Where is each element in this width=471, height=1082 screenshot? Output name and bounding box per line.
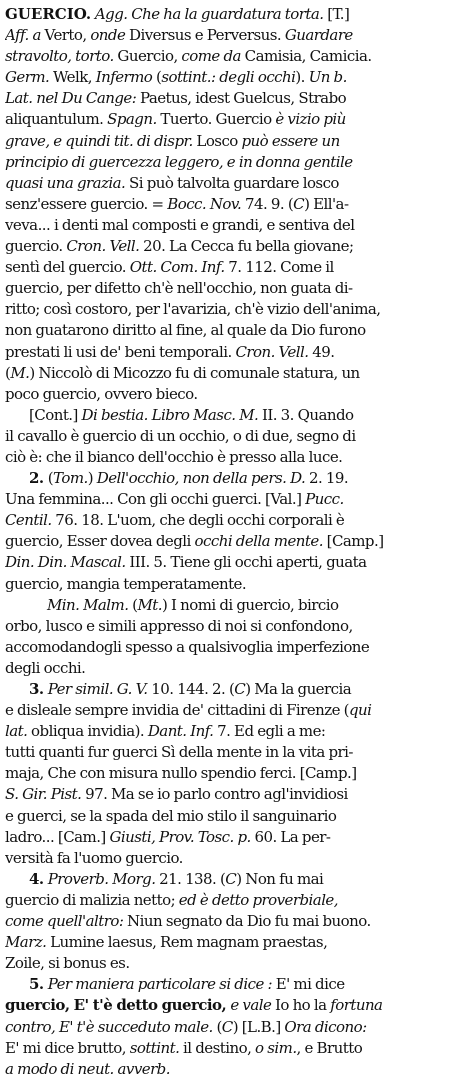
text-run: e disleale sempre invidia de' cittadini di Firenze ( — [5, 701, 349, 720]
text-line — [5, 109, 465, 130]
text-run: occhi della mente. — [194, 532, 323, 551]
text-run: principio di guercezza leggero, e in donna gentile — [5, 152, 353, 171]
text-run: stravolto, torto. — [5, 47, 114, 66]
text-run: Spagn. — [107, 110, 157, 129]
text-run: Che ha la guardatura torta. — [131, 5, 324, 23]
text-run: Dell'occhio, non della pers. D. — [96, 469, 306, 488]
text-run: Cron. Vell. — [66, 237, 140, 256]
text-run: Min. Malm. — [47, 595, 129, 614]
text-line — [5, 953, 465, 974]
text-run: sottint. — [129, 1038, 180, 1057]
text-run: ritto; così costoro, per l'avarizia, ch'è vizio dell'anima, — [5, 300, 381, 319]
text-run: ) Ma la guercia — [245, 680, 352, 698]
text-line — [5, 742, 465, 763]
text-run: Centil. — [5, 511, 52, 530]
text-line — [5, 510, 465, 531]
text-line — [5, 299, 465, 320]
text-run: guercio, mangia temperatamente. — [5, 574, 247, 593]
entry-section-6 — [5, 974, 465, 1079]
text-run: 4. — [29, 869, 48, 888]
text-run: ) — [87, 469, 97, 488]
text-run: Verto, — [40, 26, 91, 45]
text-line — [5, 4, 465, 25]
text-run: ciò è: che il bianco dell'occhio è presso alla luce. — [5, 447, 343, 466]
text-run: 60. La per- — [250, 827, 331, 846]
text-run: 74. 9. ( — [241, 194, 294, 213]
text-run: e vale — [230, 996, 272, 1015]
text-run: prestati li usi de' beni temporali. — [5, 342, 236, 361]
text-run: Din. Din. Mascal. — [5, 553, 126, 572]
text-line — [5, 194, 465, 215]
text-run: Guardare — [284, 26, 353, 45]
headword: GUERCIO. — [5, 5, 92, 23]
entry-section-1 — [5, 405, 465, 468]
text-run: Germ. — [5, 68, 50, 87]
text-run: ) I nomi di guercio, bircio — [162, 595, 339, 614]
text-run: quasi una grazia. — [5, 173, 126, 192]
text-line — [5, 974, 465, 995]
text-run: Per simil. G. V. — [47, 680, 148, 698]
text-run: grave, e quindi tit. di dispr. — [5, 131, 193, 150]
text-run: Si può talvolta guardare losco — [125, 173, 339, 192]
text-run: Losco — [192, 131, 242, 150]
text-run: veva... i denti mal composti e grandi, e sentiva del — [5, 215, 355, 234]
text-run: Diversus e Perversus. — [125, 26, 285, 45]
text-line — [5, 658, 465, 679]
text-run: 5. — [29, 975, 48, 994]
text-run: guercio, E' t'è detto guercio, — [5, 996, 231, 1015]
text-run: C — [225, 869, 237, 888]
text-run: Infermo — [95, 68, 153, 87]
text-run: lat. — [5, 722, 28, 741]
text-line — [5, 320, 465, 341]
text-run: e guerci, se la spada del mio stilo il sanguinario — [5, 806, 337, 825]
text-line — [5, 616, 465, 637]
text-run: , e Brutto — [296, 1038, 363, 1057]
text-run: E' mi dice — [272, 975, 345, 994]
text-line — [5, 721, 465, 742]
text-run: ( — [152, 68, 162, 87]
text-run: maja, Che con misura nullo spendio ferci. [Camp.] — [5, 764, 357, 783]
text-line — [5, 342, 465, 363]
entry-section-3 — [5, 595, 465, 679]
text-run: tutti quanti fur guerci Sì della mente in la vita pri- — [5, 743, 353, 762]
text-line — [5, 763, 465, 784]
text-run: ) Ell'a- — [304, 194, 349, 213]
text-run: 3. — [29, 680, 48, 698]
text-line — [5, 827, 465, 848]
text-line — [5, 468, 465, 489]
text-line — [5, 46, 465, 67]
text-run: come da — [181, 47, 241, 66]
text-run: accomodandogli spesso a qualsivoglia imperfezione — [5, 637, 370, 656]
text-run: 76. 18. L'uom, che degli occhi corporali è — [51, 511, 345, 530]
text-run: orbo, lusco e simili appresso di noi si confondono, — [5, 616, 353, 635]
text-line — [5, 637, 465, 658]
text-run: ) [L.B.] — [232, 1017, 285, 1036]
text-run: S. Gir. Pist. — [5, 785, 82, 804]
text-run: guercio. — [5, 237, 67, 256]
text-run: 7. 112. Come il — [224, 258, 334, 277]
text-line — [5, 278, 465, 299]
text-run: Welk, — [49, 68, 96, 87]
entry-sections — [5, 405, 465, 1080]
text-run: M. — [10, 363, 30, 382]
text-run: sottint.: degli occhi — [161, 68, 296, 87]
text-run: Pucc. — [305, 490, 344, 509]
text-run: III. 5. Tiene gli occhi aperti, guata — [125, 553, 367, 572]
text-run: qui — [348, 701, 372, 720]
text-run: ed è detto proverbiale, — [178, 890, 338, 909]
text-run: Tuerto. Guercio — [156, 110, 276, 129]
text-run: 21. 138. ( — [155, 869, 226, 888]
text-run: Agg. — [94, 5, 128, 23]
text-line — [5, 995, 465, 1016]
text-run: E' mi dice brutto, — [5, 1038, 130, 1057]
text-run: come quell'altro: — [5, 912, 124, 931]
text-run: 7. Ed egli a me: — [213, 722, 326, 741]
text-run: guercio di malizia netto; — [5, 890, 179, 909]
text-run: aliquantulum. — [5, 110, 108, 129]
text-line — [5, 88, 465, 109]
text-line — [5, 215, 465, 236]
text-line — [5, 531, 465, 552]
text-line — [5, 552, 465, 573]
text-run: sentì del guercio. — [5, 258, 130, 277]
text-run: guercio, per difetto ch'è nell'occhio, non guata di- — [5, 279, 353, 298]
text-run: senz'essere guercio. = — [5, 194, 168, 213]
text-line — [5, 784, 465, 805]
text-line — [5, 447, 465, 468]
text-run: versità fa l'uomo guercio. — [5, 848, 183, 867]
text-run: guercio, Esser dovea degli — [5, 532, 195, 551]
text-line — [5, 384, 465, 405]
text-run: Di bestia. Libro Masc. M. — [81, 405, 259, 424]
text-run: ( — [212, 1017, 222, 1036]
text-run: Lumine laesus, Rem magnam praestas, — [46, 933, 328, 952]
text-run: Io ho la — [271, 996, 331, 1015]
text-run: Proverb. Morg. — [47, 869, 156, 888]
text-run: poco guercio, ovvero bieco. — [5, 384, 198, 403]
text-line — [5, 848, 465, 869]
text-line — [5, 25, 465, 46]
text-run: ). — [295, 68, 309, 87]
text-run: Per maniera particolare si dice : — [47, 975, 272, 994]
text-line — [5, 67, 465, 88]
text-run: Niun segnato da Dio fu mai buono. — [123, 912, 371, 931]
text-run: 49. — [308, 342, 335, 361]
text-line — [5, 131, 465, 152]
text-run: C — [293, 194, 305, 213]
text-run: il destino, — [179, 1038, 256, 1057]
text-run: ) Niccolò di Micozzo fu di comunale statura, un — [29, 363, 360, 382]
text-line — [5, 257, 465, 278]
text-line — [5, 405, 465, 426]
text-run: Dant. Inf. — [147, 722, 214, 741]
text-run: C — [221, 1017, 233, 1036]
text-line — [5, 1038, 465, 1059]
text-run: Giusti, Prov. Tosc. p. — [109, 827, 251, 846]
text-line — [5, 173, 465, 194]
text-run: 97. Ma se io parlo contro agl'invidiosi — [81, 785, 348, 804]
text-run: Aff. — [5, 26, 29, 45]
text-line — [5, 1017, 465, 1038]
text-line — [5, 806, 465, 827]
text-run: [Cont.] — [29, 405, 82, 424]
text-run: fortuna — [330, 996, 383, 1015]
text-run: [Camp.] — [322, 532, 384, 551]
text-run: 2. 19. — [305, 469, 349, 488]
text-run: a modo di neut. avverb. — [5, 1059, 170, 1078]
text-run: ) Non fu mai — [236, 869, 324, 888]
text-line — [5, 574, 465, 595]
entry-section-2 — [5, 468, 465, 595]
text-line — [5, 869, 465, 890]
text-run: ( — [47, 469, 54, 488]
text-run: ( — [5, 363, 11, 382]
text-run: Marz. — [5, 933, 47, 952]
text-run: Guercio, — [113, 47, 182, 66]
text-run: 10. 144. 2. ( — [147, 680, 235, 698]
text-line — [5, 363, 465, 384]
text-run: C — [234, 680, 246, 698]
text-run: 20. La Cecca fu bella giovane; — [139, 237, 354, 256]
text-run: ladro... [Cam.] — [5, 827, 110, 846]
entry-section-4 — [5, 679, 465, 869]
text-line — [5, 236, 465, 257]
text-run: il cavallo è guercio di un occhio, o di due, segno di — [5, 426, 356, 445]
text-line — [5, 932, 465, 953]
entry-main-paragraph — [5, 4, 465, 405]
text-line — [5, 595, 465, 616]
text-run: contro, — [5, 1017, 56, 1036]
text-line — [5, 911, 465, 932]
text-run: Zoile, si bonus es. — [5, 954, 130, 973]
text-line — [5, 1059, 465, 1080]
text-line — [5, 679, 465, 700]
text-run: Una femmina... Con gli occhi guerci. [Val.] — [5, 490, 306, 509]
text-run: 2. — [29, 469, 48, 488]
text-run: Lat. nel Du Cange: — [5, 89, 137, 108]
text-run: è vizio più — [275, 110, 346, 129]
text-line — [5, 426, 465, 447]
text-line — [5, 890, 465, 911]
text-run: non guatarono diritto al fine, al quale da Dio furono — [5, 321, 366, 340]
text-run: Bocc. Nov. — [167, 194, 242, 213]
text-run: degli occhi. — [5, 658, 86, 677]
text-run: Paetus, idest Guelcus, Strabo — [136, 89, 347, 108]
text-run: Camisia, Camicia. — [240, 47, 372, 66]
text-run: può essere un — [241, 131, 340, 150]
text-run: II. 3. Quando — [258, 405, 354, 424]
text-line — [5, 152, 465, 173]
text-run: Mt. — [137, 595, 162, 614]
text-run: Ott. Com. Inf. — [129, 258, 225, 277]
text-line — [5, 700, 465, 721]
text-run: a — [32, 26, 41, 45]
text-run: Ora dicono: — [284, 1017, 367, 1036]
text-line — [5, 489, 465, 510]
text-run: Tom. — [53, 469, 88, 488]
text-run: onde — [90, 26, 126, 45]
text-run: E' t'è succeduto male. — [55, 1017, 213, 1036]
text-run: Un b. — [308, 68, 347, 87]
text-run: Cron. Vell. — [235, 342, 309, 361]
text-run: obliqua invidia). — [27, 722, 148, 741]
entry-section-5 — [5, 869, 465, 974]
text-run: [T.] — [323, 5, 350, 23]
text-run: ( — [128, 595, 138, 614]
text-run: o sim. — [255, 1038, 297, 1057]
